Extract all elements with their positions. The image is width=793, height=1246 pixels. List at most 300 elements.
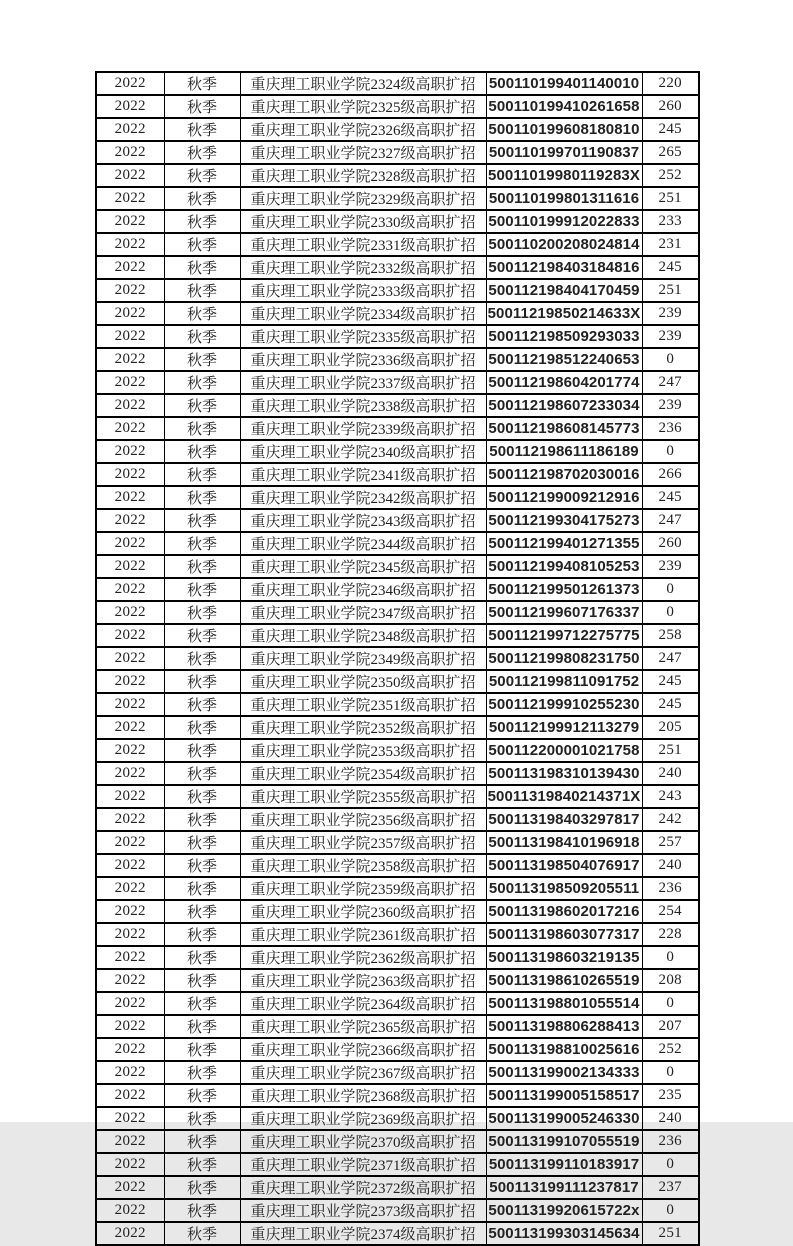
- table-row: [96, 762, 699, 785]
- year-cell: 2022: [96, 1176, 164, 1199]
- score-cell: 236: [642, 417, 699, 440]
- id-number-cell: 500112198404170459: [486, 279, 642, 302]
- school-cell: 重庆理工职业学院2327级高职扩招: [240, 141, 486, 164]
- year-cell: 2022: [96, 992, 164, 1015]
- season-cell: 秋季: [164, 900, 240, 923]
- year-cell: 2022: [96, 532, 164, 555]
- table-row: [96, 693, 699, 716]
- table-row: [96, 279, 699, 302]
- season-cell: 秋季: [164, 440, 240, 463]
- season-cell: 秋季: [164, 1222, 240, 1245]
- score-cell: 260: [642, 95, 699, 118]
- id-number-cell: 500112199912113279: [486, 716, 642, 739]
- season-cell: 秋季: [164, 1038, 240, 1061]
- school-cell: 重庆理工职业学院2331级高职扩招: [240, 233, 486, 256]
- id-number-cell: 500113198310139430: [486, 762, 642, 785]
- id-number-cell: 500113199107055519: [486, 1130, 642, 1153]
- score-cell: 0: [642, 1061, 699, 1084]
- school-cell: 重庆理工职业学院2355级高职扩招: [240, 785, 486, 808]
- table-row: [96, 992, 699, 1015]
- table-row: [96, 808, 699, 831]
- school-cell: 重庆理工职业学院2359级高职扩招: [240, 877, 486, 900]
- season-cell: 秋季: [164, 532, 240, 555]
- table-row: [96, 1084, 699, 1107]
- score-cell: 247: [642, 371, 699, 394]
- year-cell: 2022: [96, 440, 164, 463]
- season-cell: 秋季: [164, 670, 240, 693]
- season-cell: 秋季: [164, 831, 240, 854]
- table-row: [96, 946, 699, 969]
- table-row: [96, 95, 699, 118]
- school-cell: 重庆理工职业学院2367级高职扩招: [240, 1061, 486, 1084]
- id-number-cell: 500112198608145773: [486, 417, 642, 440]
- table-row: [96, 348, 699, 371]
- score-cell: 233: [642, 210, 699, 233]
- table-row: [96, 1061, 699, 1084]
- year-cell: 2022: [96, 578, 164, 601]
- school-cell: 重庆理工职业学院2325级高职扩招: [240, 95, 486, 118]
- id-number-cell: 500112198509293033: [486, 325, 642, 348]
- table-row: [96, 486, 699, 509]
- school-cell: 重庆理工职业学院2338级高职扩招: [240, 394, 486, 417]
- school-cell: 重庆理工职业学院2373级高职扩招: [240, 1199, 486, 1222]
- id-number-cell: 500110199701190837: [486, 141, 642, 164]
- table-row: [96, 440, 699, 463]
- year-cell: 2022: [96, 417, 164, 440]
- school-cell: 重庆理工职业学院2347级高职扩招: [240, 601, 486, 624]
- school-cell: 重庆理工职业学院2357级高职扩招: [240, 831, 486, 854]
- season-cell: 秋季: [164, 785, 240, 808]
- school-cell: 重庆理工职业学院2346级高职扩招: [240, 578, 486, 601]
- table-row: [96, 394, 699, 417]
- school-cell: 重庆理工职业学院2366级高职扩招: [240, 1038, 486, 1061]
- id-number-cell: 500113198806288413: [486, 1015, 642, 1038]
- season-cell: 秋季: [164, 877, 240, 900]
- table-row: [96, 187, 699, 210]
- id-number-cell: 500110199801311616: [486, 187, 642, 210]
- season-cell: 秋季: [164, 1084, 240, 1107]
- id-number-cell: 500113198504076917: [486, 854, 642, 877]
- year-cell: 2022: [96, 831, 164, 854]
- season-cell: 秋季: [164, 302, 240, 325]
- school-cell: 重庆理工职业学院2328级高职扩招: [240, 164, 486, 187]
- season-cell: 秋季: [164, 1015, 240, 1038]
- season-cell: 秋季: [164, 509, 240, 532]
- season-cell: 秋季: [164, 1061, 240, 1084]
- school-cell: 重庆理工职业学院2333级高职扩招: [240, 279, 486, 302]
- table-row: [96, 164, 699, 187]
- id-number-cell: 50011319920615722x: [486, 1199, 642, 1222]
- table-row: [96, 578, 699, 601]
- year-cell: 2022: [96, 1084, 164, 1107]
- year-cell: 2022: [96, 1038, 164, 1061]
- school-cell: 重庆理工职业学院2343级高职扩招: [240, 509, 486, 532]
- score-cell: 239: [642, 555, 699, 578]
- school-cell: 重庆理工职业学院2369级高职扩招: [240, 1107, 486, 1130]
- score-cell: 239: [642, 325, 699, 348]
- score-cell: 254: [642, 900, 699, 923]
- score-cell: 235: [642, 1084, 699, 1107]
- year-cell: 2022: [96, 601, 164, 624]
- id-number-cell: 500112199808231750: [486, 647, 642, 670]
- results-table-body: [96, 72, 699, 1245]
- year-cell: 2022: [96, 279, 164, 302]
- score-cell: 0: [642, 992, 699, 1015]
- id-number-cell: 500112199910255230: [486, 693, 642, 716]
- id-number-cell: 500112198607233034: [486, 394, 642, 417]
- score-cell: 260: [642, 532, 699, 555]
- season-cell: 秋季: [164, 739, 240, 762]
- score-cell: 228: [642, 923, 699, 946]
- id-number-cell: 500112199811091752: [486, 670, 642, 693]
- school-cell: 重庆理工职业学院2363级高职扩招: [240, 969, 486, 992]
- score-cell: 265: [642, 141, 699, 164]
- table-row: [96, 1153, 699, 1176]
- year-cell: 2022: [96, 624, 164, 647]
- id-number-cell: 500113198603219135: [486, 946, 642, 969]
- table-row: [96, 256, 699, 279]
- school-cell: 重庆理工职业学院2330级高职扩招: [240, 210, 486, 233]
- school-cell: 重庆理工职业学院2324级高职扩招: [240, 72, 486, 95]
- school-cell: 重庆理工职业学院2350级高职扩招: [240, 670, 486, 693]
- school-cell: 重庆理工职业学院2356级高职扩招: [240, 808, 486, 831]
- year-cell: 2022: [96, 141, 164, 164]
- table-row: [96, 1222, 699, 1245]
- year-cell: 2022: [96, 923, 164, 946]
- season-cell: 秋季: [164, 394, 240, 417]
- year-cell: 2022: [96, 762, 164, 785]
- school-cell: 重庆理工职业学院2344级高职扩招: [240, 532, 486, 555]
- id-number-cell: 500112198512240653: [486, 348, 642, 371]
- season-cell: 秋季: [164, 72, 240, 95]
- score-cell: 240: [642, 1107, 699, 1130]
- id-number-cell: 500112200001021758: [486, 739, 642, 762]
- year-cell: 2022: [96, 670, 164, 693]
- table-row: [96, 555, 699, 578]
- id-number-cell: 500112199408105253: [486, 555, 642, 578]
- season-cell: 秋季: [164, 486, 240, 509]
- year-cell: 2022: [96, 210, 164, 233]
- id-number-cell: 500110199608180810: [486, 118, 642, 141]
- school-cell: 重庆理工职业学院2374级高职扩招: [240, 1222, 486, 1245]
- table-row: [96, 210, 699, 233]
- season-cell: 秋季: [164, 969, 240, 992]
- score-cell: 251: [642, 187, 699, 210]
- season-cell: 秋季: [164, 118, 240, 141]
- year-cell: 2022: [96, 1153, 164, 1176]
- year-cell: 2022: [96, 877, 164, 900]
- id-number-cell: 50011019980119283X: [486, 164, 642, 187]
- id-number-cell: 500113198603077317: [486, 923, 642, 946]
- id-number-cell: 500112199712275775: [486, 624, 642, 647]
- school-cell: 重庆理工职业学院2332级高职扩招: [240, 256, 486, 279]
- season-cell: 秋季: [164, 716, 240, 739]
- score-cell: 0: [642, 946, 699, 969]
- table-row: [96, 463, 699, 486]
- table-row: [96, 624, 699, 647]
- year-cell: 2022: [96, 946, 164, 969]
- year-cell: 2022: [96, 900, 164, 923]
- school-cell: 重庆理工职业学院2341级高职扩招: [240, 463, 486, 486]
- table-row: [96, 969, 699, 992]
- table-row: [96, 1130, 699, 1153]
- score-cell: 0: [642, 1153, 699, 1176]
- table-row: [96, 1015, 699, 1038]
- season-cell: 秋季: [164, 463, 240, 486]
- year-cell: 2022: [96, 1199, 164, 1222]
- season-cell: 秋季: [164, 279, 240, 302]
- school-cell: 重庆理工职业学院2340级高职扩招: [240, 440, 486, 463]
- id-number-cell: 500113198410196918: [486, 831, 642, 854]
- year-cell: 2022: [96, 555, 164, 578]
- season-cell: 秋季: [164, 808, 240, 831]
- table-row: [96, 302, 699, 325]
- table-row: [96, 72, 699, 95]
- id-number-cell: 500112199501261373: [486, 578, 642, 601]
- year-cell: 2022: [96, 509, 164, 532]
- table-row: [96, 647, 699, 670]
- school-cell: 重庆理工职业学院2337级高职扩招: [240, 371, 486, 394]
- school-cell: 重庆理工职业学院2372级高职扩招: [240, 1176, 486, 1199]
- score-cell: 257: [642, 831, 699, 854]
- table-row: [96, 233, 699, 256]
- table-row: [96, 509, 699, 532]
- season-cell: 秋季: [164, 1130, 240, 1153]
- season-cell: 秋季: [164, 164, 240, 187]
- score-cell: 258: [642, 624, 699, 647]
- score-cell: 239: [642, 394, 699, 417]
- table-row: [96, 831, 699, 854]
- score-cell: 252: [642, 1038, 699, 1061]
- table-row: [96, 1199, 699, 1222]
- id-number-cell: 500112199401271355: [486, 532, 642, 555]
- id-number-cell: 500112199009212916: [486, 486, 642, 509]
- id-number-cell: 500110200208024814: [486, 233, 642, 256]
- school-cell: 重庆理工职业学院2353级高职扩招: [240, 739, 486, 762]
- year-cell: 2022: [96, 785, 164, 808]
- table-row: [96, 716, 699, 739]
- season-cell: 秋季: [164, 992, 240, 1015]
- score-cell: 245: [642, 486, 699, 509]
- year-cell: 2022: [96, 1130, 164, 1153]
- season-cell: 秋季: [164, 233, 240, 256]
- score-cell: 0: [642, 601, 699, 624]
- year-cell: 2022: [96, 256, 164, 279]
- school-cell: 重庆理工职业学院2358级高职扩招: [240, 854, 486, 877]
- score-cell: 245: [642, 118, 699, 141]
- table-row: [96, 1038, 699, 1061]
- season-cell: 秋季: [164, 1107, 240, 1130]
- year-cell: 2022: [96, 693, 164, 716]
- id-number-cell: 500113198801055514: [486, 992, 642, 1015]
- id-number-cell: 500113199005246330: [486, 1107, 642, 1130]
- id-number-cell: 500113199002134333: [486, 1061, 642, 1084]
- season-cell: 秋季: [164, 417, 240, 440]
- id-number-cell: 500110199401140010: [486, 72, 642, 95]
- score-cell: 252: [642, 164, 699, 187]
- score-cell: 237: [642, 1176, 699, 1199]
- season-cell: 秋季: [164, 1153, 240, 1176]
- year-cell: 2022: [96, 1107, 164, 1130]
- score-cell: 231: [642, 233, 699, 256]
- score-cell: 247: [642, 647, 699, 670]
- table-row: [96, 532, 699, 555]
- score-cell: 236: [642, 877, 699, 900]
- school-cell: 重庆理工职业学院2348级高职扩招: [240, 624, 486, 647]
- season-cell: 秋季: [164, 1199, 240, 1222]
- id-number-cell: 500113198610265519: [486, 969, 642, 992]
- score-cell: 245: [642, 670, 699, 693]
- year-cell: 2022: [96, 854, 164, 877]
- score-cell: 243: [642, 785, 699, 808]
- table-row: [96, 141, 699, 164]
- table-row: [96, 854, 699, 877]
- score-cell: 245: [642, 693, 699, 716]
- table-row: [96, 325, 699, 348]
- season-cell: 秋季: [164, 946, 240, 969]
- id-number-cell: 500112199304175273: [486, 509, 642, 532]
- season-cell: 秋季: [164, 210, 240, 233]
- score-cell: 236: [642, 1130, 699, 1153]
- school-cell: 重庆理工职业学院2329级高职扩招: [240, 187, 486, 210]
- score-cell: 208: [642, 969, 699, 992]
- score-cell: 0: [642, 578, 699, 601]
- score-cell: 240: [642, 762, 699, 785]
- school-cell: 重庆理工职业学院2362级高职扩招: [240, 946, 486, 969]
- id-number-cell: 500113198403297817: [486, 808, 642, 831]
- id-number-cell: 50011219850214633X: [486, 302, 642, 325]
- table-row: [96, 785, 699, 808]
- year-cell: 2022: [96, 647, 164, 670]
- table-row: [96, 1107, 699, 1130]
- year-cell: 2022: [96, 348, 164, 371]
- season-cell: 秋季: [164, 647, 240, 670]
- year-cell: 2022: [96, 808, 164, 831]
- school-cell: 重庆理工职业学院2349级高职扩招: [240, 647, 486, 670]
- year-cell: 2022: [96, 325, 164, 348]
- score-cell: 251: [642, 279, 699, 302]
- school-cell: 重庆理工职业学院2368级高职扩招: [240, 1084, 486, 1107]
- year-cell: 2022: [96, 1061, 164, 1084]
- score-cell: 251: [642, 739, 699, 762]
- season-cell: 秋季: [164, 141, 240, 164]
- id-number-cell: 500113199111237817: [486, 1176, 642, 1199]
- school-cell: 重庆理工职业学院2370级高职扩招: [240, 1130, 486, 1153]
- score-cell: 220: [642, 72, 699, 95]
- season-cell: 秋季: [164, 325, 240, 348]
- id-number-cell: 500113199005158517: [486, 1084, 642, 1107]
- season-cell: 秋季: [164, 348, 240, 371]
- school-cell: 重庆理工职业学院2335级高职扩招: [240, 325, 486, 348]
- year-cell: 2022: [96, 187, 164, 210]
- table-row: [96, 670, 699, 693]
- score-cell: 266: [642, 463, 699, 486]
- season-cell: 秋季: [164, 578, 240, 601]
- school-cell: 重庆理工职业学院2354级高职扩招: [240, 762, 486, 785]
- season-cell: 秋季: [164, 624, 240, 647]
- year-cell: 2022: [96, 716, 164, 739]
- year-cell: 2022: [96, 72, 164, 95]
- score-cell: 239: [642, 302, 699, 325]
- season-cell: 秋季: [164, 187, 240, 210]
- score-cell: 240: [642, 854, 699, 877]
- admission-results-table: [95, 71, 700, 1246]
- table-row: [96, 877, 699, 900]
- school-cell: 重庆理工职业学院2361级高职扩招: [240, 923, 486, 946]
- score-cell: 207: [642, 1015, 699, 1038]
- id-number-cell: 500112198611186189: [486, 440, 642, 463]
- year-cell: 2022: [96, 164, 164, 187]
- season-cell: 秋季: [164, 923, 240, 946]
- score-cell: 242: [642, 808, 699, 831]
- year-cell: 2022: [96, 1222, 164, 1245]
- season-cell: 秋季: [164, 95, 240, 118]
- school-cell: 重庆理工职业学院2365级高职扩招: [240, 1015, 486, 1038]
- school-cell: 重庆理工职业学院2351级高职扩招: [240, 693, 486, 716]
- table-row: [96, 923, 699, 946]
- school-cell: 重庆理工职业学院2336级高职扩招: [240, 348, 486, 371]
- year-cell: 2022: [96, 302, 164, 325]
- score-cell: 0: [642, 1199, 699, 1222]
- id-number-cell: 500110199410261658: [486, 95, 642, 118]
- season-cell: 秋季: [164, 256, 240, 279]
- id-number-cell: 500113198602017216: [486, 900, 642, 923]
- score-cell: 247: [642, 509, 699, 532]
- score-cell: 205: [642, 716, 699, 739]
- table-row: [96, 1176, 699, 1199]
- table-row: [96, 417, 699, 440]
- season-cell: 秋季: [164, 601, 240, 624]
- id-number-cell: 500113199303145634: [486, 1222, 642, 1245]
- year-cell: 2022: [96, 394, 164, 417]
- school-cell: 重庆理工职业学院2342级高职扩招: [240, 486, 486, 509]
- id-number-cell: 500112198403184816: [486, 256, 642, 279]
- table-row: [96, 900, 699, 923]
- year-cell: 2022: [96, 463, 164, 486]
- id-number-cell: 500110199912022833: [486, 210, 642, 233]
- table-row: [96, 739, 699, 762]
- school-cell: 重庆理工职业学院2364级高职扩招: [240, 992, 486, 1015]
- year-cell: 2022: [96, 739, 164, 762]
- year-cell: 2022: [96, 1015, 164, 1038]
- id-number-cell: 500113199110183917: [486, 1153, 642, 1176]
- season-cell: 秋季: [164, 762, 240, 785]
- school-cell: 重庆理工职业学院2345级高职扩招: [240, 555, 486, 578]
- year-cell: 2022: [96, 233, 164, 256]
- table-row: [96, 118, 699, 141]
- school-cell: 重庆理工职业学院2339级高职扩招: [240, 417, 486, 440]
- school-cell: 重庆理工职业学院2334级高职扩招: [240, 302, 486, 325]
- school-cell: 重庆理工职业学院2360级高职扩招: [240, 900, 486, 923]
- id-number-cell: 500112198604201774: [486, 371, 642, 394]
- year-cell: 2022: [96, 371, 164, 394]
- season-cell: 秋季: [164, 555, 240, 578]
- year-cell: 2022: [96, 486, 164, 509]
- table-row: [96, 601, 699, 624]
- school-cell: 重庆理工职业学院2326级高职扩招: [240, 118, 486, 141]
- score-cell: 251: [642, 1222, 699, 1245]
- season-cell: 秋季: [164, 854, 240, 877]
- table-row: [96, 371, 699, 394]
- score-cell: 0: [642, 440, 699, 463]
- season-cell: 秋季: [164, 371, 240, 394]
- score-cell: 0: [642, 348, 699, 371]
- year-cell: 2022: [96, 969, 164, 992]
- school-cell: 重庆理工职业学院2352级高职扩招: [240, 716, 486, 739]
- id-number-cell: 500113198509205511: [486, 877, 642, 900]
- season-cell: 秋季: [164, 1176, 240, 1199]
- id-number-cell: 500113198810025616: [486, 1038, 642, 1061]
